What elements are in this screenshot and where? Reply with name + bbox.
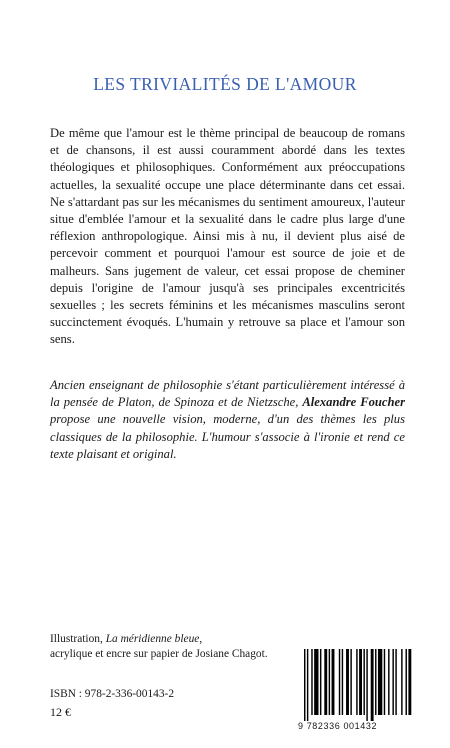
barcode-bar (395, 649, 396, 715)
barcode-bar (375, 649, 376, 715)
illustration-credit: Illustration, La méridienne bleue, acrylique et encre sur papier de Josiane Chagot. (50, 633, 268, 661)
barcode-bar (329, 649, 330, 715)
author-bio-rest: propose une nouvelle vision, moderne, d'un des thèmes les plus classiques de la philosophie. L'humour s'associe à l'ironie et rend ce texte plaisant et original. (50, 412, 405, 461)
barcode-bar (304, 649, 305, 721)
barcode-bar (406, 649, 407, 715)
barcode-bar (324, 649, 327, 715)
barcode (298, 647, 413, 735)
barcode-bar (366, 649, 367, 721)
illustration-title: La méridienne bleue (105, 633, 200, 645)
author-bio-intro: Ancien enseignant de philosophie s'étant particulièrement intéressé à la pensée de Platon, de Spinoza et de Nietzsche, (50, 378, 405, 410)
barcode-bar (320, 649, 321, 715)
barcode-bar (378, 649, 382, 715)
barcode-bars (298, 647, 413, 721)
isbn: ISBN : 978-2-336-00143-2 (50, 688, 175, 700)
barcode-bar (311, 649, 312, 715)
barcode-bar (363, 649, 364, 715)
back-cover-summary: De même que l'amour est le thème principal de beaucoup de romans et de chansons, il est aussi couramment abordé dans les textes théologiques et philosophiques. Conformément aux préoccupations actuelles, la sexualité occupe une place déterminante dans cet essai. Ne s'attardant pas sur les mécanismes du sentiment amoureux, l'auteur situe d'emblée l'amour et la sexualité dans le cadre plus large d'une réflexion anthropologique. Ainsi mis à nu, il devient plus aisé de percevoir comment et pourquoi l'amour est source de joie et de malheurs. Sans jugement de valeur, cet essai propose de cheminer depuis l'origine de l'amour jusqu'à ses principales excentricités sexuelles ; les secrets féminins et les mécanismes masculins seront succinctement évoqués. L'humain y retrouve sa place et l'amour son sens. (50, 126, 405, 347)
barcode-bar (332, 649, 335, 715)
illustration-credit-details: acrylique et encre sur papier de Josiane Chagot. (50, 648, 268, 661)
price: 12 € (50, 705, 71, 719)
illustration-credit-prefix: Illustration, (50, 633, 106, 645)
barcode-bar (392, 649, 393, 715)
barcode-bar (346, 649, 349, 715)
barcode-bar (384, 649, 385, 715)
barcode-bar (388, 649, 389, 715)
barcode-bar (401, 649, 402, 715)
author-name: Alexandre Foucher (302, 395, 405, 410)
book-title: LES TRIVIALITÉS DE L'AMOUR (93, 74, 357, 94)
author-bio (50, 377, 405, 463)
barcode-bar (339, 649, 340, 715)
barcode-bar (350, 649, 351, 715)
barcode-bar (408, 649, 411, 715)
barcode-digits: 9 782336 001432 (298, 721, 378, 731)
barcode-bar (342, 649, 343, 715)
barcode-bar (371, 649, 374, 721)
barcode-bar (356, 649, 357, 715)
barcode-bar (307, 649, 308, 721)
barcode-bar (314, 649, 318, 715)
barcode-bar (359, 649, 362, 715)
